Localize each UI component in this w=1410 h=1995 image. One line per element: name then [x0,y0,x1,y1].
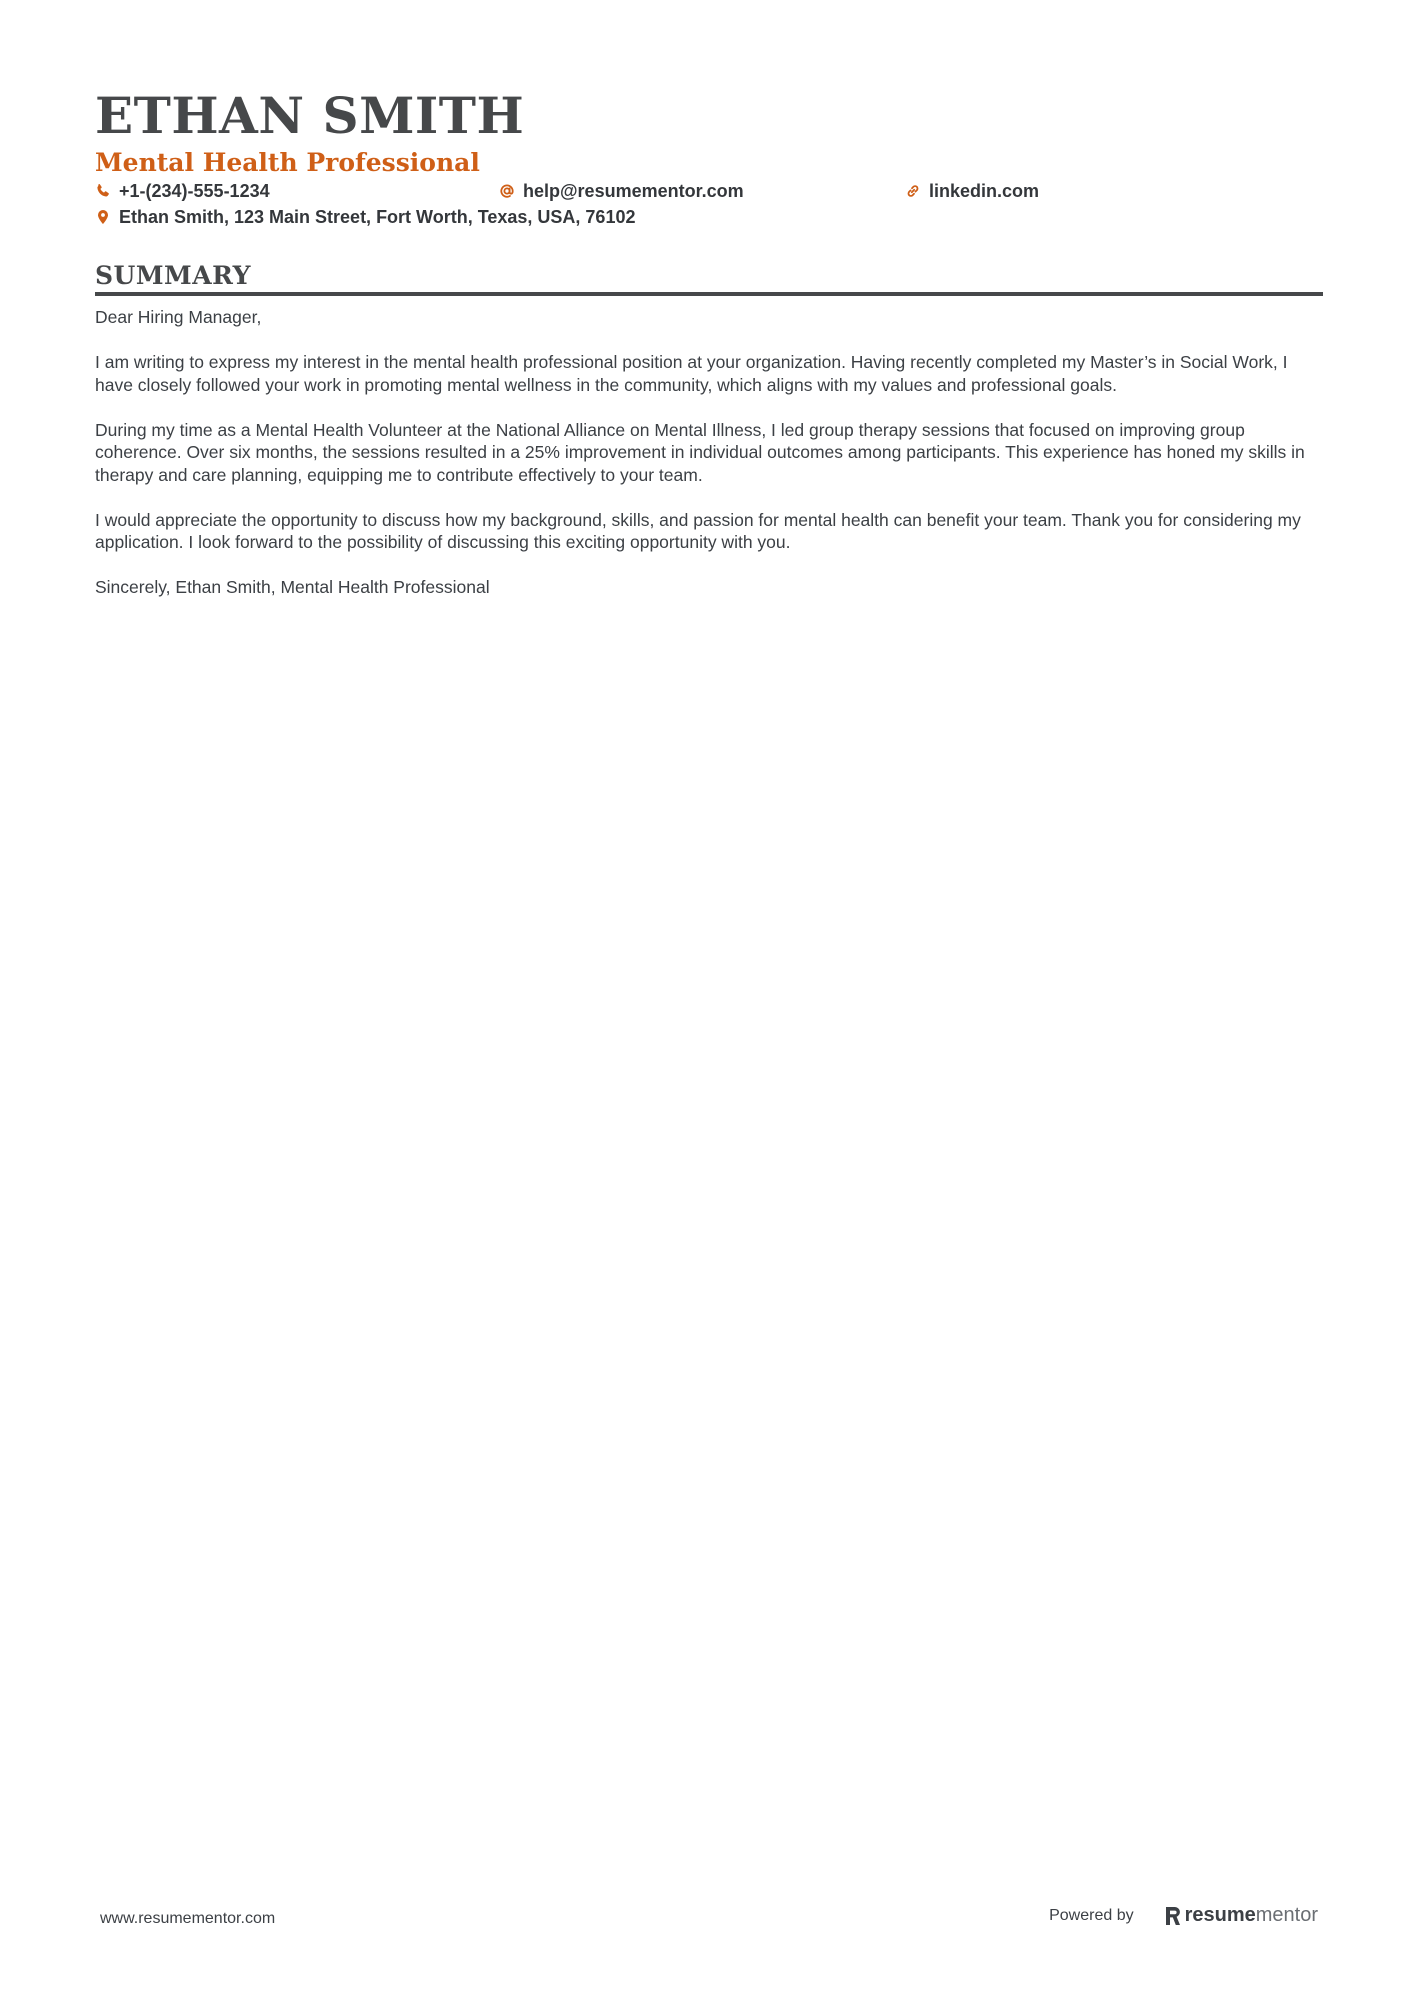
contact-link [905,181,1039,202]
resume-page [95,80,1323,621]
contact-phone [95,181,499,202]
email-text[interactable]: help@resumementor.com [523,180,744,201]
phone-icon [95,183,111,199]
contact-row-primary [95,178,1323,204]
paragraph-1: I am writing to express my interest in the mental health professional position at your organization. Having recently completed my Master’s in Social Work, I have closely followed your work in promoting mental wellness in the community, which aligns with my values and professional goals. [95,352,1288,395]
closing: Sincerely, Ethan Smith, Mental Health Professional [95,577,490,597]
link-text[interactable]: linkedin.com [929,180,1040,201]
resumementor-logo-icon [1164,1905,1182,1927]
summary-body [95,306,1323,599]
paragraph-2: During my time as a Mental Health Volunteer at the National Alliance on Mental Illness, I led group therapy sessions that focused on improving group coherence. Over six months, the sessions resulted in a 25% improvement in individual outcomes among participants. This experience has honed my skills in therapy and care planning, equipping me to contribute effectively to your team. [95,419,1305,485]
contact-email [499,181,905,202]
footer-website[interactable]: www.resumementor.com [100,1910,276,1927]
salutation: Dear Hiring Manager, [95,307,262,327]
brand-bold: resume [1184,1904,1256,1926]
candidate-name: ETHAN SMITH [95,86,525,145]
footer-brand [1049,1904,1318,1927]
section-divider [95,292,1323,296]
brand-logo[interactable] [1164,1904,1318,1927]
paragraph-3: I would appreciate the opportunity to discuss how my background, skills, and passion for mental health can benefit your team. Thank you for considering my application. I look forward to the possibility of discussing this exciting opportunity with you. [95,509,1301,552]
candidate-role: Mental Health Professional [95,148,480,177]
address-text: Ethan Smith, 123 Main Street, Fort Worth, Texas, USA, 76102 [119,206,636,227]
contact-address [95,207,635,228]
brand-light: mentor [1255,1904,1318,1926]
at-icon [499,183,515,199]
link-icon [905,183,921,199]
powered-by-label: Powered by [1049,1906,1134,1924]
location-pin-icon [95,209,111,225]
summary-heading: SUMMARY [95,261,251,290]
contact-row-address [95,204,1323,230]
phone-text[interactable]: +1-(234)-555-1234 [119,180,270,201]
